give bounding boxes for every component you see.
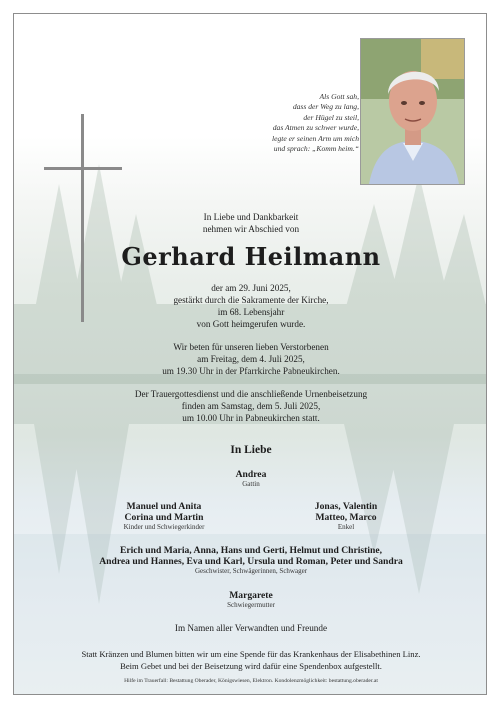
details-line: im 68. Lebensjahr — [217, 307, 285, 317]
prayer-info — [14, 341, 487, 377]
portrait-photo — [360, 38, 465, 185]
mother-in-law-name: Margarete — [229, 590, 273, 601]
details-line: von Gott heimgerufen wurde. — [196, 319, 306, 329]
poem-line: legte er seinen Arm um mich — [272, 133, 359, 143]
deceased-name: Gerhard Heilmann — [121, 242, 381, 271]
death-details — [14, 282, 487, 330]
siblings-relation: Geschwister, Schwägerinnen, Schwager — [194, 567, 308, 575]
grandchildren-line: Matteo, Marco — [315, 512, 377, 523]
memorial-poem — [224, 92, 359, 154]
siblings-line: Erich und Maria, Anna, Hans und Gerti, Helmut und Christine, — [119, 545, 382, 556]
children-line: Manuel und Anita — [126, 501, 202, 512]
mother-in-law-relation: Schwiegermutter — [227, 601, 275, 609]
funeral-service-info — [14, 388, 487, 424]
poem-line: dass der Weg zu lang, — [292, 102, 359, 112]
prayer-line: am Freitag, dem 4. Juli 2025, — [197, 354, 305, 364]
mother-in-law-block — [14, 590, 487, 610]
grandchildren-relation: Enkel — [337, 523, 355, 531]
prayer-line: Wir beten für unseren lieben Verstorbenen — [173, 342, 329, 352]
children-relation: Kinder und Schwiegerkinder — [123, 523, 205, 531]
undertaker-footer: Hilfe im Trauerfall: Bestattung Oberader, Königswiesen, Elektron. Kondolenzmöglichkeit: bestattung.oberader.at — [124, 678, 378, 684]
details-line: gestärkt durch die Sakramente der Kirche, — [173, 295, 329, 305]
siblings-line: Andrea und Hannes, Eva und Karl, Ursula und Roman, Peter und Sandra — [99, 556, 403, 567]
children-line: Corina und Martin — [124, 512, 204, 523]
donation-notice — [14, 648, 487, 672]
poem-line: das Atmen zu schwer wurde, — [272, 123, 359, 133]
prayer-line: um 19.30 Uhr in der Pfarrkirche Pabneukirchen. — [162, 366, 340, 376]
spouse-relation: Gattin — [242, 480, 260, 488]
mourners-heading: In Liebe — [230, 444, 272, 456]
grandchildren-line: Jonas, Valentin — [314, 501, 378, 512]
service-line: um 10.00 Uhr in Pabneukirchen statt. — [182, 413, 320, 423]
poem-line: der Hügel zu steil, — [303, 112, 359, 122]
poem-line: und sprach: „Komm heim.“ — [273, 144, 359, 154]
details-line: der am 29. Juni 2025, — [211, 283, 291, 293]
service-line: finden am Samstag, dem 5. Juli 2025, — [181, 401, 321, 411]
children-block — [94, 501, 234, 532]
intro-line: In Liebe und Dankbarkeit — [203, 212, 299, 222]
poem-line: Als Gott sah, — [319, 92, 359, 101]
spouse-block — [14, 469, 487, 489]
intro-line: nehmen wir Abschied von — [202, 224, 300, 234]
farewell-intro — [14, 211, 487, 235]
siblings-block — [14, 545, 487, 576]
obituary-card — [13, 13, 487, 695]
grandchildren-block — [276, 501, 416, 532]
donation-line: Statt Kränzen und Blumen bitten wir um eine Spende für das Krankenhaus der Elisabethinen Linz. — [81, 649, 421, 659]
service-line: Der Trauergottesdienst und die anschließende Urnenbeisetzung — [134, 389, 368, 399]
on-behalf-of-others: Im Namen aller Verwandten und Freunde — [174, 623, 328, 633]
donation-line: Beim Gebet und bei der Beisetzung wird dafür eine Spendenbox aufgestellt. — [120, 661, 382, 671]
spouse-name: Andrea — [235, 469, 267, 480]
